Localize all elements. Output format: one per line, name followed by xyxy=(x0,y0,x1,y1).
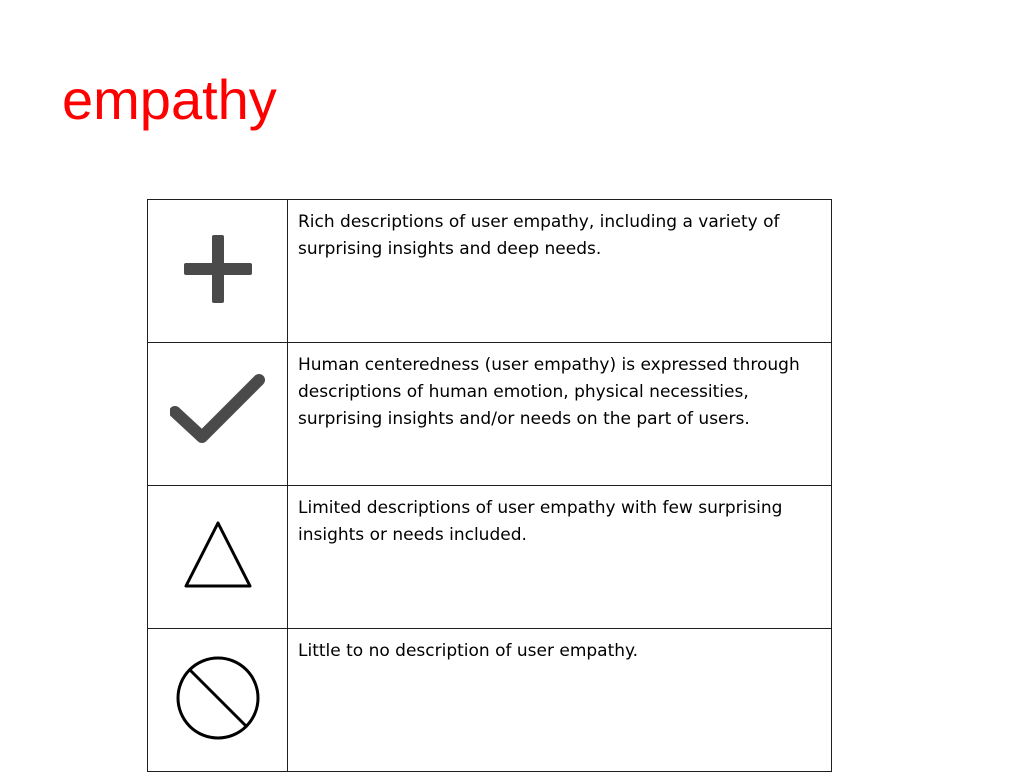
rubric-table xyxy=(147,199,832,772)
rubric-row-check xyxy=(148,343,832,486)
rubric-description: Little to no description of user empathy. xyxy=(288,629,832,772)
checkmark-icon xyxy=(170,374,266,450)
rubric-icon-cell xyxy=(148,486,288,629)
rubric-icon-cell xyxy=(148,629,288,772)
slide-title: empathy xyxy=(62,68,277,131)
no-symbol-icon xyxy=(174,654,262,742)
triangle-icon xyxy=(181,518,255,592)
rubric-row-no-symbol xyxy=(148,629,832,772)
rubric-row-triangle xyxy=(148,486,832,629)
rubric-description: Human centeredness (user empathy) is expressed through descriptions of human emotion, physical necessities, surprising insights and/or needs on the part of users. xyxy=(288,343,832,486)
rubric-icon-cell xyxy=(148,343,288,486)
plus-icon xyxy=(182,233,254,305)
rubric-row-plus xyxy=(148,200,832,343)
rubric-description: Limited descriptions of user empathy with few surprising insights or needs included. xyxy=(288,486,832,629)
rubric-description: Rich descriptions of user empathy, including a variety of surprising insights and deep needs. xyxy=(288,200,832,343)
rubric-icon-cell xyxy=(148,200,288,343)
